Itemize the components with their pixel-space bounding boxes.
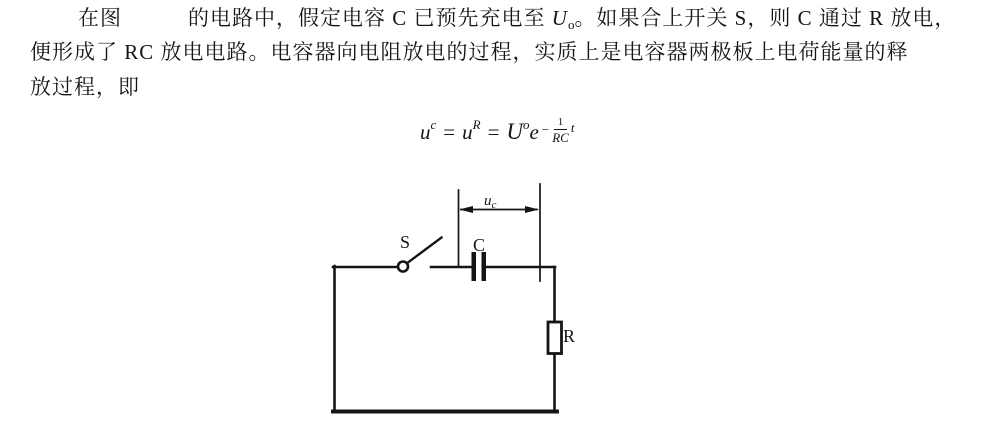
paragraph-line-1-body: 的电路中，假定电容 C 已预先充电至 <box>188 6 552 30</box>
voltage-dimension-label <box>484 193 497 211</box>
eq-U0-sub: o <box>523 117 530 132</box>
eq-exp-t: t <box>570 120 575 135</box>
paragraph-line-1-tail: 。如果合上开关 S，则 C 通过 R 放电， <box>574 6 957 30</box>
resistor-body <box>548 322 562 354</box>
eq-ur-sub: R <box>472 117 481 132</box>
capacitor-plate-left <box>472 252 477 281</box>
switch-label: S <box>400 232 411 252</box>
capacitor-plate-right <box>482 252 487 281</box>
eq-uc-sub: c <box>430 117 437 132</box>
arrowhead-left-icon <box>459 206 473 213</box>
capacitor-label: C <box>473 235 486 255</box>
paragraph-line-1-lead: 在图 <box>78 6 122 30</box>
resistor-label: R <box>563 326 576 346</box>
eq-e: e <box>529 120 539 144</box>
eq-exp-minus: − <box>541 122 550 137</box>
eq-equals-1: = <box>443 120 456 144</box>
switch-blade <box>408 238 442 263</box>
voltage-symbol-U-subscript: o <box>567 17 575 32</box>
eq-uc-var: u <box>420 120 431 144</box>
arrowhead-right-icon <box>525 206 539 213</box>
switch-pivot-circle <box>398 262 408 272</box>
eq-exp-numerator: 1 <box>554 117 568 130</box>
eq-exp-denominator: RC <box>552 129 569 145</box>
voltage-dimension-var: u <box>484 193 492 209</box>
voltage-dimension-sub: c <box>491 199 497 211</box>
eq-equals-2: = <box>487 120 500 144</box>
voltage-symbol-U: U <box>551 6 568 30</box>
paragraph-line-3: 放过程，即 <box>30 75 140 99</box>
paragraph-line-2: 便形成了 RC 放电电路。电容器向电阻放电的过程，实质上是电容器两极板上电荷能量的释 <box>30 40 909 64</box>
eq-U0-var: U <box>506 119 524 144</box>
eq-ur-var: u <box>462 120 473 144</box>
